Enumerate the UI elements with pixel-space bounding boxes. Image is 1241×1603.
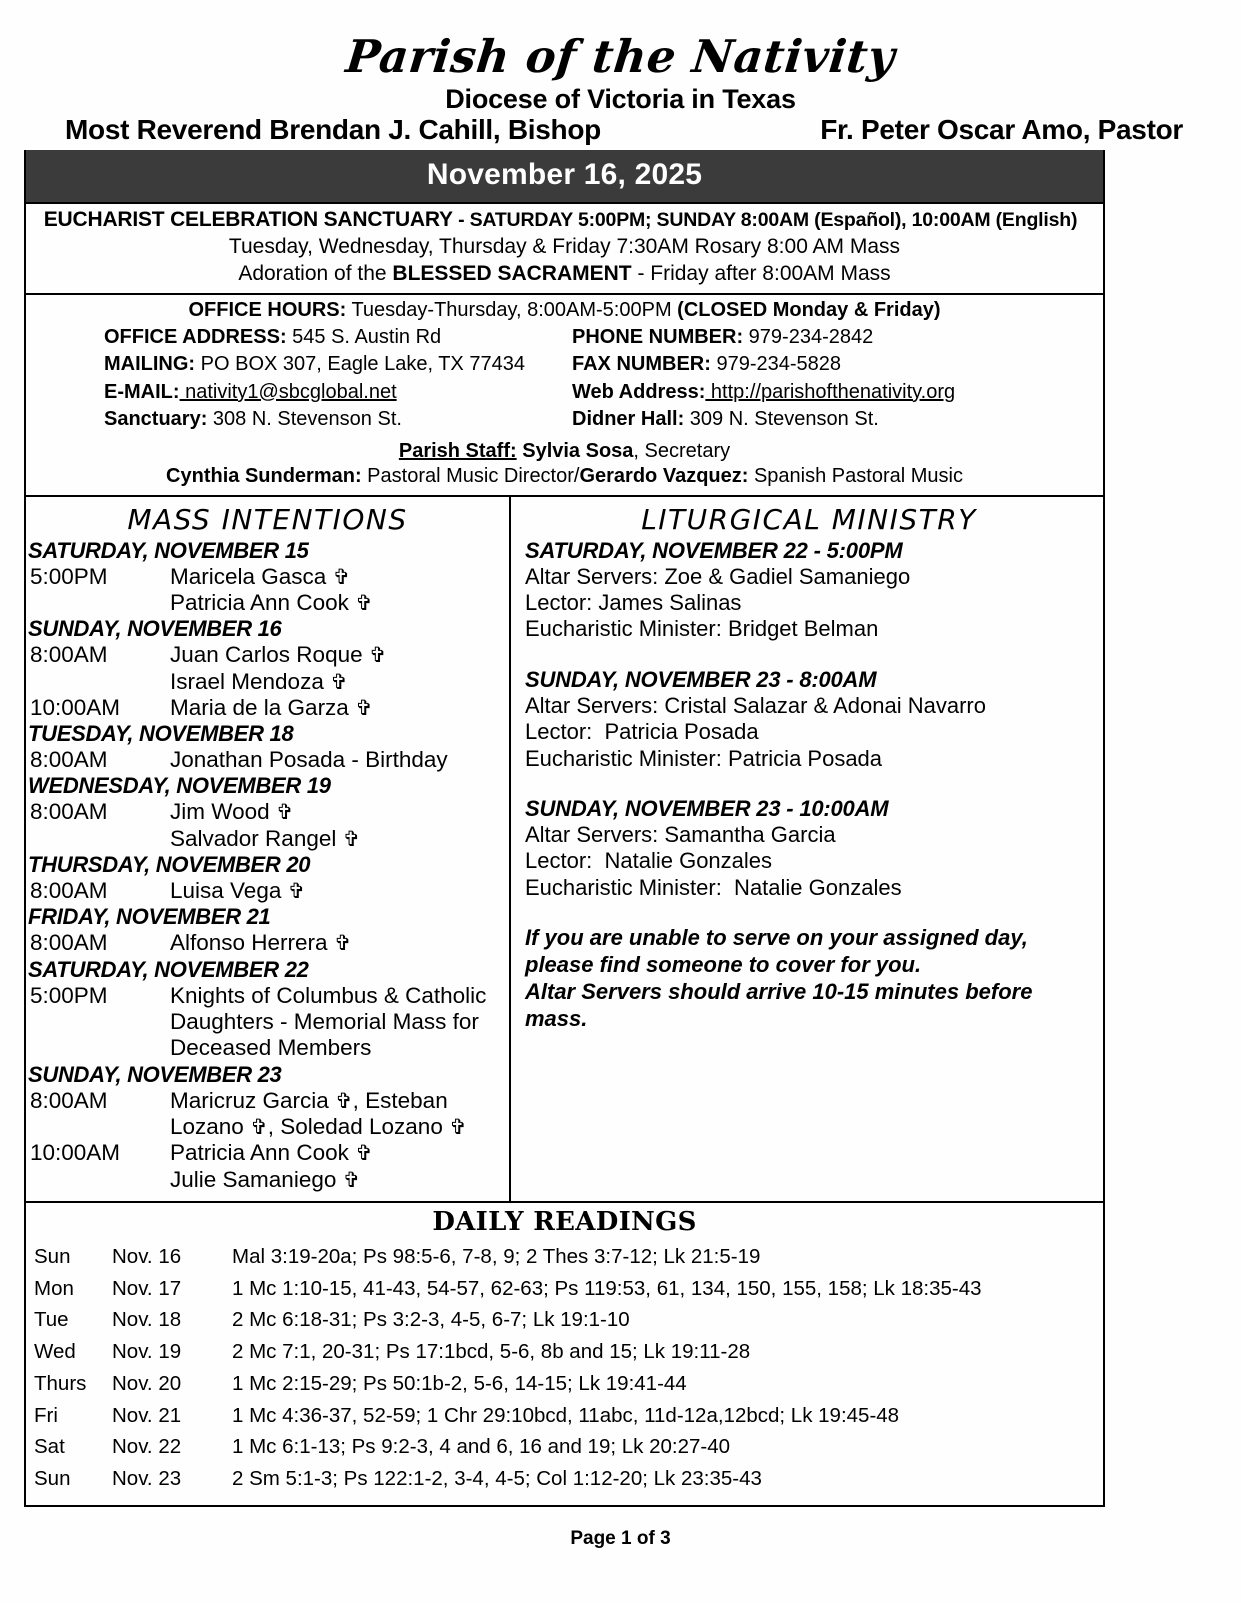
intentions-ministry-section xyxy=(26,495,1103,1201)
reading-citation: Mal 3:19-20a; Ps 98:5-6, 7-8, 9; 2 Thes 3:7-12; Lk 21:5-19 xyxy=(232,1244,761,1268)
reading-date: Nov. 19 xyxy=(112,1340,182,1364)
mass-intention-name: Jim Wood ✞ xyxy=(170,799,294,825)
mass-intention-names xyxy=(170,642,505,695)
office-contact-grid xyxy=(32,324,1097,434)
deceased-cross-icon: ✞ xyxy=(342,826,361,851)
ministry-note-line: please find someone to cover for you. xyxy=(525,951,922,977)
mass-intention-entry xyxy=(30,878,505,904)
reading-date: Nov. 18 xyxy=(112,1308,182,1332)
deceased-cross-icon: ✞ xyxy=(287,879,306,904)
ministry-assignment-line: Altar Servers: Zoe & Gadiel Samaniego xyxy=(525,563,911,589)
ministry-block-heading: SUNDAY, NOVEMBER 23 - 10:00AM xyxy=(525,795,889,821)
daily-readings-title: DAILY READINGS xyxy=(432,1206,697,1237)
mass-intention-name: Salvador Rangel ✞ xyxy=(170,825,361,851)
reading-weekday: Sat xyxy=(34,1435,65,1459)
reading-date: Nov. 20 xyxy=(112,1371,182,1395)
fax-line xyxy=(572,351,1032,378)
secretary-role: , Secretary xyxy=(633,439,731,462)
eucharist-headline xyxy=(24,208,1097,232)
spanish-music-name: Gerardo Vazquez: xyxy=(579,464,749,487)
reading-date: Nov. 21 xyxy=(112,1403,182,1427)
secretary-name: Sylvia Sosa xyxy=(516,439,634,462)
mass-intention-name: Deceased Members xyxy=(170,1035,372,1061)
reading-weekday: Sun xyxy=(34,1467,71,1491)
mass-intentions-day-heading: FRIDAY, NOVEMBER 21 xyxy=(28,904,271,930)
deceased-cross-icon: ✞ xyxy=(330,669,348,694)
prelates-row xyxy=(55,114,1191,146)
mass-intention-entry xyxy=(30,930,505,956)
deceased-cross-icon: ✞ xyxy=(250,1114,268,1139)
deceased-cross-icon: ✞ xyxy=(333,931,352,956)
adoration-post: - Friday after 8:00AM Mass xyxy=(631,262,891,285)
reading-citation: 1 Mc 2:15-29; Ps 50:1b-2, 5-6, 14-15; Lk 19:41-44 xyxy=(232,1371,687,1395)
sanctuary-value: 308 N. Stevenson St. xyxy=(207,408,402,431)
mailing-value: PO BOX 307, Eagle Lake, TX 77434 xyxy=(195,353,525,376)
daily-reading-row xyxy=(26,1304,1103,1336)
reading-weekday: Fri xyxy=(34,1403,58,1427)
office-address-line xyxy=(104,324,572,351)
office-address-label: OFFICE ADDRESS: xyxy=(104,326,287,348)
email-link[interactable]: nativity1@sbcglobal.net xyxy=(179,380,397,403)
mass-intention-time: 10:00AM xyxy=(30,1140,121,1166)
mass-intention-name: Juan Carlos Roque ✞ xyxy=(170,642,387,668)
mass-intentions-day-heading: SUNDAY, NOVEMBER 23 xyxy=(28,1061,282,1087)
mass-intention-name: Maria de la Garza ✞ xyxy=(170,694,373,720)
mass-intention-names xyxy=(170,878,505,904)
adoration-pre: Adoration of the xyxy=(238,262,393,285)
mass-intention-name: Daughters - Memorial Mass for xyxy=(170,1009,479,1034)
reading-citation: 1 Mc 4:36-37, 52-59; 1 Chr 29:10bcd, 11abc, 11d-12a,12bcd; Lk 19:45-48 xyxy=(232,1403,900,1427)
ministry-assignment-line: Altar Servers: Samantha Garcia xyxy=(525,821,836,847)
weekday-mass-line: Tuesday, Wednesday, Thursday & Friday 7:30AM Rosary 8:00 AM Mass xyxy=(228,235,901,258)
mass-intention-names xyxy=(170,695,505,721)
web-address-line xyxy=(572,379,1032,406)
mass-intention-time: 8:00AM xyxy=(30,747,108,773)
eucharist-headline-times: - SATURDAY 5:00PM; SUNDAY 8:00AM (Español), 10:00AM (English) xyxy=(452,209,1078,231)
ministry-note-line: If you are unable to serve on your assigned day, xyxy=(525,925,1028,951)
mass-intention-time: 8:00AM xyxy=(30,799,108,825)
liturgical-ministry-list xyxy=(525,538,1093,902)
office-hours-value: Tuesday-Thursday, 8:00AM-5:00PM xyxy=(346,299,678,321)
mass-intention-entry xyxy=(30,642,505,695)
diocese-name: Diocese of Victoria in Texas xyxy=(445,84,796,114)
masthead xyxy=(0,0,1241,148)
reading-weekday: Sun xyxy=(34,1244,71,1268)
mass-intention-entry xyxy=(30,564,505,617)
music-director-role: Pastoral Music Director/ xyxy=(361,464,580,487)
mass-intention-name: Patricia Ann Cook ✞ xyxy=(170,589,373,615)
mass-intention-names xyxy=(170,983,505,1062)
daily-reading-row xyxy=(26,1431,1103,1463)
liturgical-ministry-column xyxy=(511,497,1103,1201)
ministry-block xyxy=(525,796,1093,901)
parish-staff-line xyxy=(32,440,1097,463)
sanctuary-line xyxy=(104,406,572,433)
mass-intention-entry xyxy=(30,695,505,721)
mass-intention-names xyxy=(170,747,505,773)
reading-weekday: Tue xyxy=(34,1308,69,1332)
mass-intentions-day-heading: WEDNESDAY, NOVEMBER 19 xyxy=(28,773,331,799)
office-address-value: 545 S. Austin Rd xyxy=(286,326,442,348)
reading-weekday: Thurs xyxy=(34,1371,87,1395)
music-staff-line xyxy=(32,465,1097,488)
bulletin-table xyxy=(24,150,1105,1507)
daily-readings-section xyxy=(26,1201,1103,1505)
deceased-cross-icon: ✞ xyxy=(355,1141,373,1166)
reading-citation: 1 Mc 1:10-15, 41-43, 54-57, 62-63; Ps 119:53, 61, 134, 150, 155, 158; Lk 18:35-43 xyxy=(232,1276,982,1300)
eucharist-headline-bold: EUCHARIST CELEBRATION SANCTUARY xyxy=(43,208,453,231)
deceased-cross-icon: ✞ xyxy=(275,800,294,825)
daily-reading-row xyxy=(26,1463,1103,1495)
mailing-address-line xyxy=(104,351,572,378)
web-address-link[interactable]: http://parishofthenativity.org xyxy=(705,380,956,403)
ministry-block-heading: SUNDAY, NOVEMBER 23 - 8:00AM xyxy=(525,666,877,692)
deceased-cross-icon: ✞ xyxy=(355,695,373,720)
office-hours-line xyxy=(32,299,1097,322)
ministry-assignment-line: Lector: James Salinas xyxy=(525,589,742,615)
liturgical-ministry-title: LITURGICAL MINISTRY xyxy=(641,502,977,536)
mass-intention-time: 5:00PM xyxy=(30,982,108,1008)
mass-intention-time: 8:00AM xyxy=(30,1087,108,1113)
music-director-name: Cynthia Sunderman: xyxy=(166,464,362,487)
mass-intention-entry xyxy=(30,747,505,773)
reading-citation: 2 Mc 7:1, 20-31; Ps 17:1bcd, 5-6, 8b and 15; Lk 19:11-28 xyxy=(232,1340,751,1364)
liturgical-ministry-note xyxy=(525,925,1093,1032)
phone-label: PHONE NUMBER: xyxy=(572,326,744,348)
reading-weekday: Mon xyxy=(34,1276,74,1300)
mass-intention-name: Lozano ✞, Soledad Lozano ✞ xyxy=(170,1113,467,1139)
mass-intention-time: 8:00AM xyxy=(30,930,108,956)
office-closed-note: (CLOSED Monday & Friday) xyxy=(677,299,941,321)
mass-intentions-day-heading: SATURDAY, NOVEMBER 15 xyxy=(28,537,309,563)
daily-reading-row xyxy=(26,1273,1103,1305)
reading-citation: 2 Sm 5:1-3; Ps 122:1-2, 3-4, 4-5; Col 1:12-20; Lk 23:35-43 xyxy=(232,1467,762,1491)
didner-hall-line xyxy=(572,406,1032,433)
reading-date: Nov. 16 xyxy=(112,1244,182,1268)
fax-value: 979-234-5828 xyxy=(710,353,841,376)
ministry-assignment-line: Lector: Patricia Posada xyxy=(525,719,759,745)
adoration-line xyxy=(32,262,1097,286)
mass-intention-names xyxy=(170,799,505,852)
office-hours-label: OFFICE HOURS: xyxy=(188,299,347,321)
reading-weekday: Wed xyxy=(34,1340,76,1364)
mass-intention-time: 5:00PM xyxy=(30,563,108,589)
ministry-assignment-line: Lector: Natalie Gonzales xyxy=(525,848,773,874)
mass-intention-time: 8:00AM xyxy=(30,642,108,668)
blessed-sacrament-label: BLESSED SACRAMENT xyxy=(392,262,632,285)
parish-staff-label: Parish Staff: xyxy=(398,439,517,462)
deceased-cross-icon: ✞ xyxy=(355,590,373,615)
mass-intentions-day-heading: SATURDAY, NOVEMBER 22 xyxy=(28,956,309,982)
mailing-label: MAILING: xyxy=(104,353,196,376)
mass-intention-names xyxy=(170,564,505,617)
mass-intention-entry xyxy=(30,1088,505,1141)
mass-intentions-title: MASS INTENTIONS xyxy=(127,502,408,536)
mass-intention-name: Jonathan Posada - Birthday xyxy=(170,747,448,773)
reading-date: Nov. 17 xyxy=(112,1276,182,1300)
deceased-cross-icon: ✞ xyxy=(368,643,387,668)
mass-intentions-day-heading: SUNDAY, NOVEMBER 16 xyxy=(28,616,282,642)
mass-intention-name: Maricela Gasca ✞ xyxy=(170,563,351,589)
mass-intention-name: Knights of Columbus & Catholic xyxy=(170,982,487,1008)
daily-reading-row xyxy=(26,1241,1103,1273)
ministry-block xyxy=(525,667,1093,772)
mass-intention-name: Julie Samaniego ✞ xyxy=(170,1166,361,1192)
mass-intention-entry xyxy=(30,983,505,1062)
date-banner: November 16, 2025 xyxy=(26,150,1103,202)
ministry-block xyxy=(525,538,1093,643)
email-line xyxy=(104,379,572,406)
daily-readings-table xyxy=(26,1241,1103,1495)
mass-intention-entry xyxy=(30,799,505,852)
mass-intention-name: Israel Mendoza ✞ xyxy=(170,668,348,694)
ministry-assignment-line: Eucharistic Minister: Bridget Belman xyxy=(525,616,879,642)
daily-reading-row xyxy=(26,1336,1103,1368)
office-contact-right-column xyxy=(572,324,1032,434)
sanctuary-label: Sanctuary: xyxy=(104,408,208,431)
phone-value: 979-234-2842 xyxy=(743,326,874,348)
mass-intention-name: Maricruz Garcia ✞, Esteban xyxy=(170,1087,448,1113)
mass-intention-name: Patricia Ann Cook ✞ xyxy=(170,1140,373,1166)
reading-citation: 1 Mc 6:1-13; Ps 9:2-3, 4 and 6, 16 and 19; Lk 20:27-40 xyxy=(232,1435,731,1459)
email-label: E-MAIL: xyxy=(104,380,180,403)
office-info-section xyxy=(26,293,1103,495)
ministry-assignment-line: Altar Servers: Cristal Salazar & Adonai Navarro xyxy=(525,692,986,718)
eucharist-section xyxy=(26,202,1103,293)
daily-reading-row xyxy=(26,1400,1103,1432)
didner-hall-label: Didner Hall: xyxy=(572,408,685,431)
reading-date: Nov. 22 xyxy=(112,1435,182,1459)
mass-intention-time: 10:00AM xyxy=(30,694,121,720)
page-footer: Page 1 of 3 xyxy=(570,1528,671,1549)
ministry-assignment-line: Eucharistic Minister: Patricia Posada xyxy=(525,745,883,771)
mass-intention-entry xyxy=(30,1140,505,1193)
ministry-assignment-line: Eucharistic Minister: Natalie Gonzales xyxy=(525,874,902,900)
deceased-cross-icon: ✞ xyxy=(332,564,351,589)
mass-intentions-column xyxy=(26,497,511,1201)
mass-intention-names xyxy=(170,1088,505,1141)
pastor-name: Fr. Peter Oscar Amo, Pastor xyxy=(820,114,1183,145)
mass-intention-names xyxy=(170,930,505,956)
daily-reading-row xyxy=(26,1368,1103,1400)
ministry-block-heading: SATURDAY, NOVEMBER 22 - 5:00PM xyxy=(525,537,903,563)
reading-date: Nov. 23 xyxy=(112,1467,182,1491)
mass-intention-time: 8:00AM xyxy=(30,878,108,904)
mass-intentions-day-heading: THURSDAY, NOVEMBER 20 xyxy=(28,852,311,878)
web-address-label: Web Address: xyxy=(572,380,706,403)
deceased-cross-icon: ✞ xyxy=(449,1114,467,1139)
parish-name: Parish of the Nativity xyxy=(343,30,898,83)
mass-intentions-day-heading: TUESDAY, NOVEMBER 18 xyxy=(28,721,294,747)
deceased-cross-icon: ✞ xyxy=(342,1167,361,1192)
mass-intentions-list xyxy=(30,538,505,1193)
deceased-cross-icon: ✞ xyxy=(335,1088,353,1113)
mass-intention-names xyxy=(170,1140,505,1193)
didner-hall-value: 309 N. Stevenson St. xyxy=(684,408,879,431)
ministry-note-line: Altar Servers should arrive 10-15 minutes before mass. xyxy=(525,978,1033,1031)
mass-intention-name: Luisa Vega ✞ xyxy=(170,878,306,904)
reading-citation: 2 Mc 6:18-31; Ps 3:2-3, 4-5, 6-7; Lk 19:1-10 xyxy=(232,1308,630,1332)
spanish-music-role: Spanish Pastoral Music xyxy=(748,464,963,487)
phone-line xyxy=(572,324,1032,351)
bishop-name: Most Reverend Brendan J. Cahill, Bishop xyxy=(65,114,601,145)
office-contact-left-column xyxy=(104,324,572,434)
mass-intention-name: Alfonso Herrera ✞ xyxy=(170,930,352,956)
fax-label: FAX NUMBER: xyxy=(572,353,711,376)
